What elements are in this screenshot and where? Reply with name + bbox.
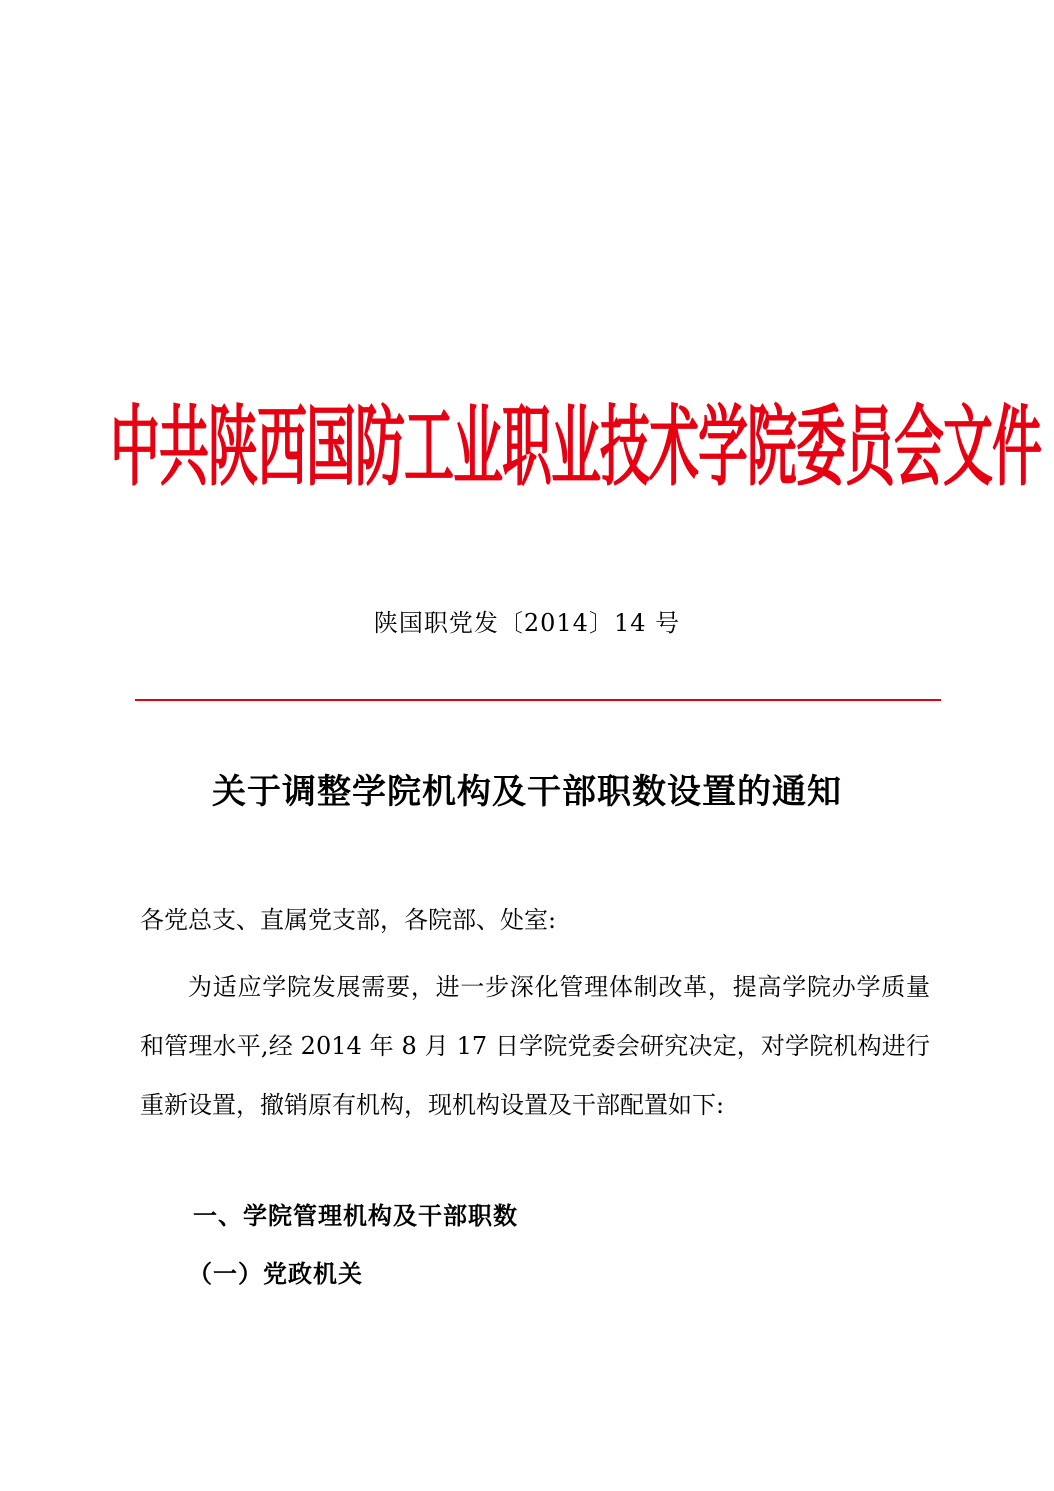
section-heading: 一、学院管理机构及干部职数 bbox=[193, 1201, 518, 1230]
sub-heading: （一）党政机关 bbox=[188, 1259, 363, 1288]
notice-title: 关于调整学院机构及干部职数设置的通知 bbox=[212, 772, 842, 812]
document-number: 陕国职党发〔2014〕14 号 bbox=[373, 609, 681, 637]
red-masthead-title: 中共陕西国防工业职业技术学院委员会文件 bbox=[110, 396, 1041, 498]
red-separator-line bbox=[135, 699, 941, 701]
body-paragraph: 为适应学院发展需要，进一步深化管理体制改革，提高学院办学质量和管理水平,经 2014 年 8 月 17 日学院党委会研究决定，对学院机构进行重新设置，撤销原有机构，现机构设置及干部配置如下: bbox=[140, 973, 930, 1119]
salutation: 各党总支、直属党支部，各院部、处室: bbox=[140, 906, 557, 934]
